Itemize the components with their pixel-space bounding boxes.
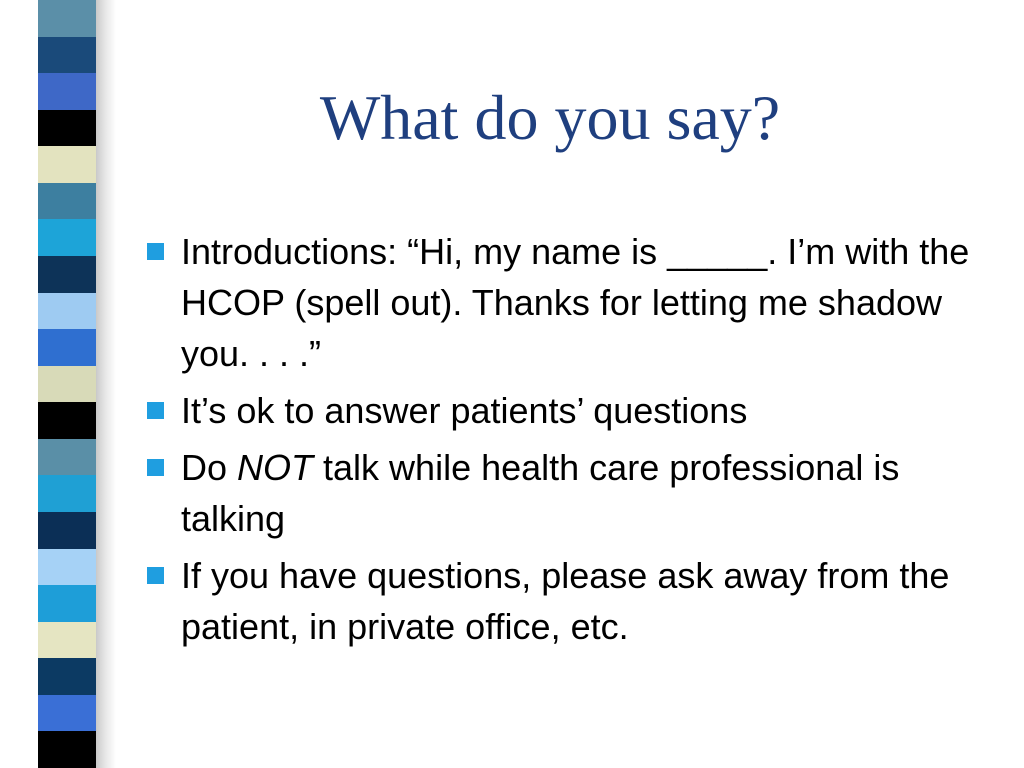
decorative-stripe	[38, 293, 96, 330]
bullet-list	[140, 226, 990, 658]
decorative-stripe	[38, 219, 96, 256]
decorative-stripe	[38, 475, 96, 512]
decorative-stripe	[38, 585, 96, 622]
decorative-stripe	[38, 110, 96, 147]
decorative-stripe	[38, 439, 96, 476]
bullet-text: It’s ok to answer patients’ questions	[181, 390, 748, 431]
decorative-stripe	[38, 512, 96, 549]
bullet-item-do-not-talk	[140, 442, 990, 544]
square-bullet-icon	[147, 243, 164, 260]
square-bullet-icon	[147, 459, 164, 476]
bullet-text: Introductions: “Hi, my name is _____. I’m with the HCOP (spell out). Thanks for letting me shadow you. . . .”	[181, 231, 970, 374]
decorative-stripe	[38, 146, 96, 183]
decorative-stripe	[38, 183, 96, 220]
square-bullet-icon	[147, 402, 164, 419]
decorative-stripe	[38, 622, 96, 659]
bullet-item-ask-away	[140, 550, 990, 652]
bullet-item-answer-questions	[140, 385, 990, 436]
bullet-item-introductions	[140, 226, 990, 379]
square-bullet-icon	[147, 567, 164, 584]
decorative-stripe	[38, 695, 96, 732]
decorative-stripe-bar	[38, 0, 96, 768]
decorative-stripe	[38, 366, 96, 403]
decorative-stripe	[38, 658, 96, 695]
bullet-text-suffix: talk while health care professional is talking	[181, 447, 900, 539]
decorative-stripe	[38, 549, 96, 586]
decorative-stripe	[38, 73, 96, 110]
decorative-stripe	[38, 0, 96, 37]
decorative-stripe	[38, 731, 96, 768]
stripe-shadow	[96, 0, 116, 768]
bullet-text: If you have questions, please ask away from the patient, in private office, etc.	[181, 555, 950, 647]
decorative-stripe	[38, 37, 96, 74]
decorative-stripe	[38, 329, 96, 366]
bullet-text-prefix: Do	[181, 447, 238, 488]
decorative-stripe	[38, 402, 96, 439]
slide-title: What do you say?	[319, 82, 781, 153]
decorative-stripe	[38, 256, 96, 293]
bullet-text-emphasis: NOT	[237, 447, 314, 488]
